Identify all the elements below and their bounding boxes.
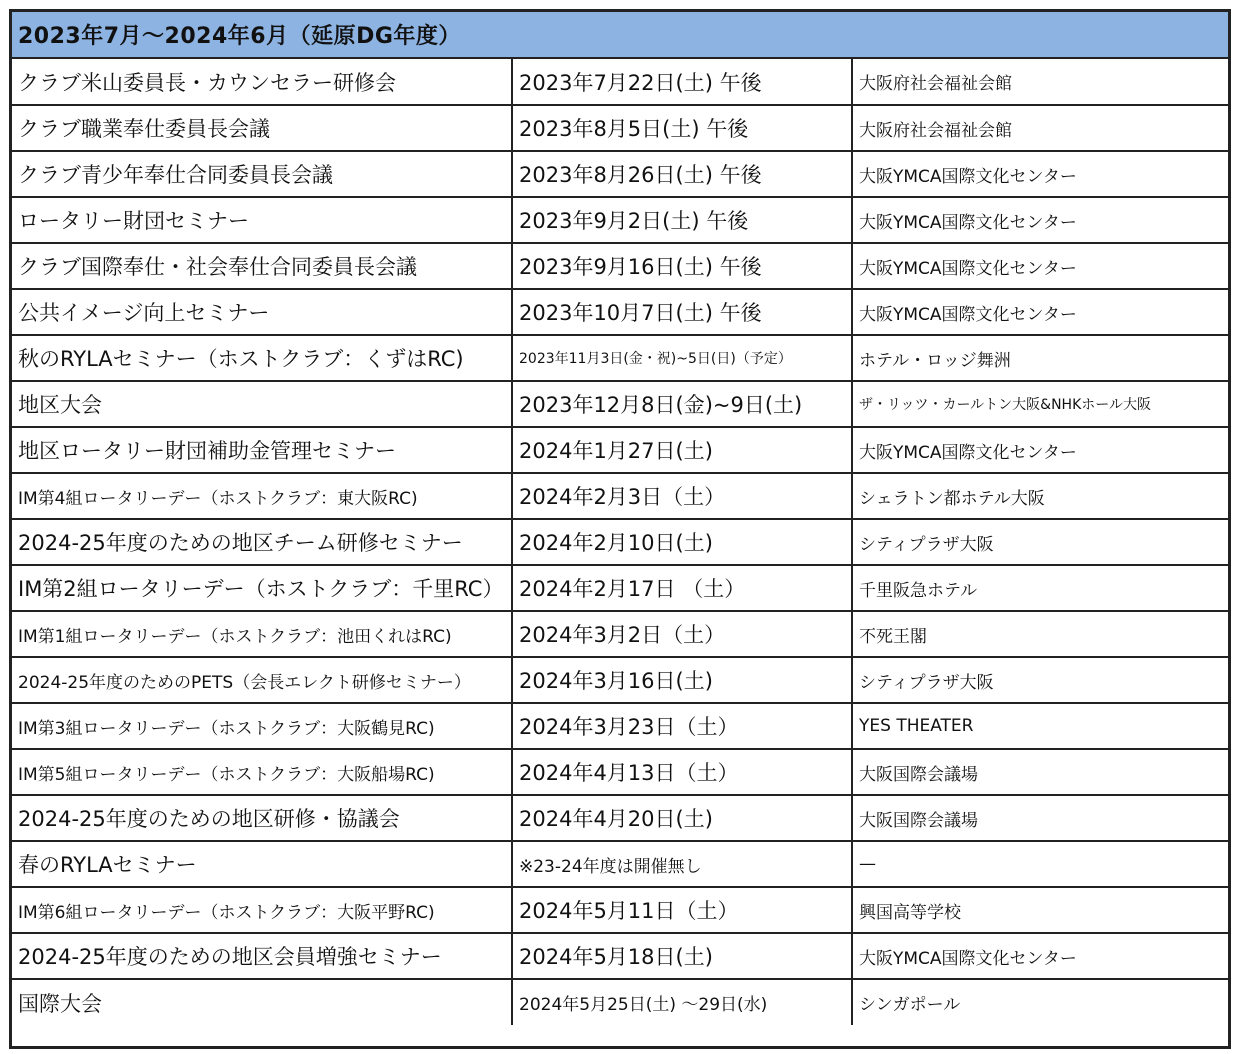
- event-venue: 興国高等学校: [852, 887, 1228, 933]
- event-name: 2024-25年度のためのPETS（会長エレクト研修セミナー）: [12, 657, 512, 703]
- event-name: IM第1組ロータリーデー（ホストクラブ：池田くれはRC): [12, 611, 512, 657]
- event-venue: シティプラザ大阪: [852, 657, 1228, 703]
- event-name: 2024-25年度のための地区会員増強セミナー: [12, 933, 512, 979]
- table-row: [12, 473, 1228, 519]
- event-name: IM第5組ロータリーデー（ホストクラブ：大阪船場RC): [12, 749, 512, 795]
- event-date: 2024年5月18日(土): [512, 933, 852, 979]
- event-name: 公共イメージ向上セミナー: [12, 289, 512, 335]
- event-date: 2024年5月25日(土) ～29日(水): [512, 979, 852, 1025]
- event-venue: YES THEATER: [852, 703, 1228, 749]
- event-date: 2024年2月10日(土): [512, 519, 852, 565]
- event-name: IM第3組ロータリーデー（ホストクラブ：大阪鶴見RC): [12, 703, 512, 749]
- event-venue: ホテル・ロッジ舞洲: [852, 335, 1228, 381]
- event-name: クラブ国際奉仕・社会奉仕合同委員長会議: [12, 243, 512, 289]
- table-row: [12, 979, 1228, 1025]
- event-venue: 大阪YMCA国際文化センター: [852, 933, 1228, 979]
- event-venue: 不死王閣: [852, 611, 1228, 657]
- event-date: 2024年4月13日（土）: [512, 749, 852, 795]
- event-venue: 大阪府社会福祉会館: [852, 59, 1228, 105]
- event-name: クラブ職業奉仕委員長会議: [12, 105, 512, 151]
- event-name: IM第4組ロータリーデー（ホストクラブ：東大阪RC): [12, 473, 512, 519]
- event-date: 2023年8月5日(土) 午後: [512, 105, 852, 151]
- event-name: 地区ロータリー財団補助金管理セミナー: [12, 427, 512, 473]
- event-date: 2023年11月3日(金・祝)~5日(日)（予定）: [512, 335, 852, 381]
- table-row: [12, 887, 1228, 933]
- event-date: 2024年3月2日（土）: [512, 611, 852, 657]
- table-row: [12, 381, 1228, 427]
- table-row: [12, 933, 1228, 979]
- table-row: [12, 749, 1228, 795]
- event-name: 秋のRYLAセミナー（ホストクラブ：くずはRC): [12, 335, 512, 381]
- event-date: 2024年5月11日（土）: [512, 887, 852, 933]
- event-venue: —: [852, 841, 1228, 887]
- table-row: [12, 841, 1228, 887]
- table-row: [12, 611, 1228, 657]
- table-row: [12, 197, 1228, 243]
- event-name: 春のRYLAセミナー: [12, 841, 512, 887]
- event-venue: 大阪YMCA国際文化センター: [852, 243, 1228, 289]
- event-date: 2023年9月2日(土) 午後: [512, 197, 852, 243]
- event-name: 国際大会: [12, 979, 512, 1025]
- event-venue: 大阪国際会議場: [852, 795, 1228, 841]
- event-date: 2024年1月27日(土): [512, 427, 852, 473]
- event-venue: 大阪府社会福祉会館: [852, 105, 1228, 151]
- table-row: [12, 151, 1228, 197]
- event-date: 2024年3月16日(土): [512, 657, 852, 703]
- table-row: [12, 289, 1228, 335]
- event-date: 2024年4月20日(土): [512, 795, 852, 841]
- event-name: IM第6組ロータリーデー（ホストクラブ：大阪平野RC): [12, 887, 512, 933]
- table-row: [12, 703, 1228, 749]
- event-date: 2023年12月8日(金)~9日(土): [512, 381, 852, 427]
- schedule-table: [9, 9, 1231, 1049]
- event-venue: 大阪YMCA国際文化センター: [852, 197, 1228, 243]
- event-venue: 千里阪急ホテル: [852, 565, 1228, 611]
- event-date: 2023年9月16日(土) 午後: [512, 243, 852, 289]
- table-row: [12, 427, 1228, 473]
- event-venue: シンガポール: [859, 995, 961, 1015]
- event-name: 2024-25年度のための地区チーム研修セミナー: [12, 519, 512, 565]
- event-venue: 大阪国際会議場: [852, 749, 1228, 795]
- table-row: [12, 59, 1228, 105]
- events-table: [12, 59, 1228, 1025]
- table-row: [12, 657, 1228, 703]
- event-date: 2024年2月17日 （土）: [512, 565, 852, 611]
- event-date: 2023年7月22日(土) 午後: [512, 59, 852, 105]
- event-venue: シティプラザ大阪: [852, 519, 1228, 565]
- table-row: [12, 519, 1228, 565]
- table-row: [12, 565, 1228, 611]
- event-venue: 大阪YMCA国際文化センター: [852, 427, 1228, 473]
- event-name: クラブ青少年奉仕合同委員長会議: [12, 151, 512, 197]
- table-row: [12, 335, 1228, 381]
- table-row: [12, 795, 1228, 841]
- event-venue: 大阪YMCA国際文化センター: [852, 151, 1228, 197]
- event-date: ※23-24年度は開催無し: [512, 841, 852, 887]
- table-row: [12, 243, 1228, 289]
- event-name: 2024-25年度のための地区研修・協議会: [12, 795, 512, 841]
- event-venue: 大阪YMCA国際文化センター: [852, 289, 1228, 335]
- event-date: 2023年8月26日(土) 午後: [512, 151, 852, 197]
- event-venue: ザ・リッツ・カールトン大阪&NHKホール大阪: [852, 381, 1228, 427]
- event-date: 2023年10月7日(土) 午後: [512, 289, 852, 335]
- event-name: IM第2組ロータリーデー（ホストクラブ：千里RC）: [12, 565, 512, 611]
- event-venue: シェラトン都ホテル大阪: [852, 473, 1228, 519]
- event-name: 地区大会: [12, 381, 512, 427]
- table-title: 2023年7月～2024年6月（延原DG年度）: [12, 12, 1228, 59]
- event-date: 2024年3月23日（土）: [512, 703, 852, 749]
- table-row: [12, 105, 1228, 151]
- event-date: 2024年2月3日（土）: [512, 473, 852, 519]
- event-name: クラブ米山委員長・カウンセラー研修会: [12, 59, 512, 105]
- event-name: ロータリー財団セミナー: [12, 197, 512, 243]
